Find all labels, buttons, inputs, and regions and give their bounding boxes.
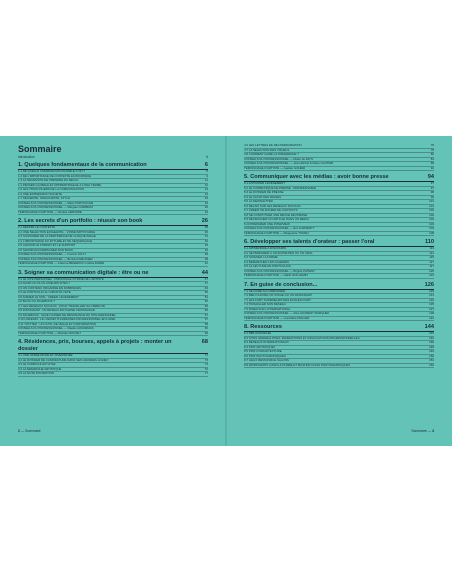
toc-entry-page: 73	[204, 357, 208, 362]
toc-entry-page: 71	[204, 353, 208, 357]
toc-entry-page: 148	[429, 340, 434, 344]
folio-left-number: 2	[18, 429, 20, 433]
toc-entry-title: 8.3 RÉSEAUX INTERNATIONAUX	[244, 341, 289, 344]
toc-entry-title: CONSEILS DU PROFESSIONNEL — Margaux DARBRAS	[18, 206, 94, 209]
toc-entry-page: 117	[429, 264, 434, 268]
toc-entry-title: 8.4 PRIX ARTISTIQUES	[244, 345, 276, 349]
toc-entry-title: 3.11 TWITTER : UN OUTIL DE VEILLE ET D'INFORMATION	[18, 322, 97, 326]
toc-entry-page: 50	[204, 290, 208, 294]
toc-entry-title: TÉMOIGNAGE D'ARTISTE — Mélodie MOUSET	[18, 331, 81, 335]
chapter-heading[interactable]	[244, 324, 434, 332]
toc-entry-title: 2.6 SAVOIR ACCOMPAGNER SON BOOK	[18, 248, 74, 252]
toc-entry-page: 51	[204, 294, 208, 299]
toc-entry-page: 57	[204, 317, 208, 321]
toc-entry-page: 8	[206, 169, 208, 173]
chapter-heading[interactable]	[244, 282, 434, 290]
toc-entry-title: 3.4 LE PORTFOLIO AU CŒUR DU SITE	[18, 291, 71, 294]
book-gutter	[225, 136, 227, 446]
toc-entry-title: 4.7 LA SÉLECTION DES VISUELS	[244, 148, 290, 152]
folio-right	[411, 429, 434, 433]
toc-entry-title: 2.2 UNE SÉLECTION EXIGEANTE... VOIRE IMPITOYABLE	[18, 230, 96, 234]
toc-entry-page: 135	[429, 302, 434, 306]
folio-right-number: 3	[432, 429, 434, 433]
toc-entry-page: 47	[204, 276, 208, 281]
toc-entry-page: 104	[429, 226, 434, 230]
toc-entry-page: 32	[204, 238, 208, 243]
toc-entry-title: 5.6 RELAIS SUR LES RÉSEAUX SOCIAUX	[244, 204, 301, 208]
right-top-items	[244, 144, 434, 171]
toc-entry-title: 5.9 DÉCROCHER UN ARTICLE DANS UN MÉDIA	[244, 218, 309, 221]
toc-entry-page: 84	[430, 156, 434, 161]
toc-entry-page: 114	[429, 250, 434, 255]
toc-entry-page: 31	[204, 234, 208, 238]
toc-entry-title: 3.1 LE SITE PERSONNEL : PRINCIPALE VITRINE DE L'ARTISTE	[18, 277, 104, 281]
chapter-title: 1. Quelques fondamentaux de la communication	[18, 162, 147, 168]
toc-entry-title: 8.8 WORKSHOPS LONGS & DURÉE ET MASTER CLASS PHOTOGRAPHIQUES	[244, 363, 351, 367]
toc-entry-title: 4.1 UNE OFFRE RICHE ET DIVERSIFIÉE	[18, 354, 73, 357]
toc-entry[interactable]	[244, 364, 434, 369]
chapter-page: 44	[201, 269, 208, 276]
toc-entry-title: 3.6 BLOG OU FACEBOOK ?	[18, 300, 56, 303]
toc-entry-title: 8.2 SITES GÉNÉRALISTES, FÉDÉRATIONS ET ASSOCIATIONS PROFESSIONNELLES	[244, 336, 360, 340]
toc-entry-page: 58	[204, 321, 208, 326]
toc-entry-page: 34	[204, 247, 208, 252]
toc-entry-title: 1.1 DE QUELLE COMMUNICATION PARLE-T-ON ?	[18, 170, 86, 173]
toc-entry-title: CONSEILS DU PROFESSIONNEL — Maelle GOUDEMAS	[18, 327, 94, 330]
chapter-title: 3. Soigner sa communication digitale : être ou ne	[18, 269, 149, 276]
toc-entry-title: 2.5 CHOISIR LE FORMAT ET LE SUPPORT	[18, 244, 76, 247]
chapter-page: 6	[204, 162, 208, 168]
toc-entry-title: CONSEILS DU PROFESSIONNEL — Didier de FAYS	[244, 157, 313, 161]
toc-entry-page: 108	[429, 230, 434, 235]
toc-entry[interactable]	[244, 317, 434, 322]
toc-entry-title: TÉMOIGNAGE D'ARTISTE — Julienne BENEDICO et Elsa FARRE	[18, 262, 105, 265]
toc-entry-title: CONSEILS DU PROFESSIONNEL — Bertrand MEUNIER	[18, 257, 93, 261]
toc-entry-title: 5.1 ANTICIPER L'ÉVÉNEMENT	[244, 182, 286, 185]
chapter-heading[interactable]	[18, 339, 208, 354]
right-chapters	[244, 174, 434, 368]
toc-entry-title: 5.10 PRÉPARER UNE INTERVIEW	[244, 222, 290, 226]
toc-entry-title: 3.10 LINKEDIN : LE CARNET D'ADRESSES PROFESSIONNEL EN LIGNE	[18, 318, 116, 321]
toc-entry-title: TÉMOIGNAGE D'ARTISTE — Habib GUILLEMIN	[244, 274, 308, 277]
chapter-heading[interactable]	[244, 239, 434, 247]
toc-title: Sommaire	[18, 144, 62, 154]
toc-entry-title: TÉMOIGNAGE D'ARTISTE — Léa-Marie MULLER	[244, 316, 310, 320]
toc-entry-title: 8.7 LIEUX RESSOURCE SALONS	[244, 359, 289, 362]
toc-entry-page: 120	[429, 268, 434, 273]
chapter-page: 94	[427, 174, 434, 180]
toc-entry-page: 78	[430, 143, 434, 147]
toc-entry-page: 20	[204, 205, 208, 209]
toc-entry-page: 129	[429, 288, 434, 293]
intro-page: 6	[206, 155, 208, 159]
chapter-title: 5. Communiquer avec les médias : avoir bonne presse	[244, 174, 389, 180]
toc-entry-page: 115	[429, 255, 434, 259]
chapter-heading[interactable]	[244, 174, 434, 182]
toc-entry-title: 8.5 PRIX D'ARCHITECTURE	[244, 350, 282, 353]
toc-entry-page: 88	[430, 161, 434, 165]
page-top-margin	[0, 0, 452, 136]
toc-entry-title: 2.1 DÉFINIR LE CONTEXTE	[18, 226, 56, 229]
toc-entry[interactable]	[18, 332, 208, 337]
chapter-page: 68	[201, 339, 208, 345]
toc-entry-page: 13	[204, 187, 208, 191]
toc-entry-title: 5.4 LE CHOIX DES IMAGES	[244, 195, 282, 199]
toc-entry-page: 47	[204, 281, 208, 285]
toc-entry-title: 3.2 AVOIR UN OU PLUSIEURS SITES ?	[18, 282, 71, 285]
toc-entry-page: 52	[204, 299, 208, 303]
toc-entry[interactable]	[244, 274, 434, 279]
toc-entry-title: 4.4 LA DÉMARCHE ARTISTIQUE	[18, 367, 62, 371]
toc-entry-title: 2.4 L'IMPORTANCE DU RYTHME ET DE SÉQUENÇAGE	[18, 239, 93, 243]
toc-entry-page: 11	[204, 178, 208, 182]
toc-entry-page: 56	[204, 308, 208, 312]
toc-entry-title: 4.6 LES LETTRES DE RECOMMANDATION	[244, 144, 302, 147]
folio-left	[18, 429, 41, 433]
toc-entry[interactable]	[18, 262, 208, 267]
toc-entry-page: 103	[429, 221, 434, 226]
toc-entry-page: 131	[429, 293, 434, 297]
toc-entry-page: 97	[430, 181, 434, 185]
toc-entry[interactable]	[18, 372, 208, 377]
toc-entry-page: 9	[206, 173, 208, 178]
toc-entry-title: 1.4 PENSER GLOBALE ET APPRENTISSAGE À LONG TERME	[18, 183, 102, 187]
toc-entry-page: 74	[204, 362, 208, 366]
toc-entry-page: 149	[429, 349, 434, 353]
toc-entry-page: 113	[429, 246, 434, 250]
toc-entry-title: CONSEILS DU PROFESSIONNEL — Jean-Michel & Marie GAUTIER	[244, 162, 334, 165]
toc-entry-page: 101	[429, 199, 434, 203]
toc-entry[interactable]	[244, 167, 434, 172]
toc-entry-page: 12	[204, 182, 208, 187]
toc-entry-page: 124	[429, 273, 434, 277]
toc-entry-title: 3.3 UN CONTENU ORGANISÉ EN RUBRIQUES	[18, 286, 81, 290]
toc-entry-page: 28	[204, 225, 208, 229]
chapter-title: 4. Résidences, prix, bourses, appels à projets : monter un dossier	[18, 339, 172, 352]
toc-entry-page: 102	[429, 212, 434, 217]
toc-entry-page: 30	[204, 229, 208, 234]
chapter-heading[interactable]	[18, 162, 208, 170]
toc-entry-page: 101	[429, 203, 434, 208]
toc-entry-title: 5.3 LE DOSSIER DE PRESSE	[244, 191, 284, 194]
toc-entry-page: 137	[429, 306, 434, 311]
toc-entry-title: 4.8 COMMENT FAIRE LA DIFFÉRENCE ?	[244, 153, 299, 156]
toc-entry-page: 56	[204, 303, 208, 308]
toc-entry-title: 5.5 LA NEWSLETTER	[244, 200, 273, 203]
toc-entry-page: 57	[204, 312, 208, 317]
toc-entry-title: 3.7 LES RÉSEAUX SOCIAUX : POUR TRAVAILLER SA VISIBILITÉ	[18, 304, 106, 308]
toc-entry-page: 49	[204, 285, 208, 290]
toc-entry[interactable]	[244, 232, 434, 237]
toc-entry-page: 146	[429, 335, 434, 340]
toc-entry-title: 3.5 ANIMER LE SITE : CRÉER L'ÉVÉNEMENT	[18, 295, 79, 299]
toc-entry-title: 5.7 CRÉER UN FICHIER DE CONTACTS	[244, 209, 298, 212]
toc-entry-page: 16	[204, 200, 208, 205]
toc-entry-title: TÉMOIGNAGE D'ARTISTE — Gaëtan GOHIER	[244, 166, 306, 170]
toc-entry-title: 1.2 DE L'IMPORTANCE DE CONTEXTE ÉCONOMIQUE	[18, 174, 92, 178]
toc-entry-page: 102	[429, 208, 434, 212]
chapter-heading[interactable]	[18, 270, 208, 278]
toc-entry-title: 3.8 INSTAGRAM : UN RÉSEAU EN PLEINE CROISSANCE	[18, 309, 95, 312]
toc-entry-page: 138	[429, 311, 434, 315]
chapter-title: 8. Ressources	[244, 324, 282, 330]
toc-entry-page: 76	[204, 366, 208, 371]
chapter-page: 110	[424, 239, 434, 245]
chapter-page: 126	[424, 281, 434, 288]
toc-entry-title: 1.5 LES TROIS PILIERS DE LA COMMUNICATION	[18, 188, 85, 191]
toc-entry-page: 77	[204, 371, 208, 375]
toc-entry-title: CONSEILS DU PROFESSIONNEL — Marie PARTOUCHE	[18, 201, 94, 205]
toc-entry-page: 66	[204, 330, 208, 335]
toc-entry-page: 152	[429, 362, 434, 367]
toc-entry-title: 6.3 SOIGNER LA FORME	[244, 256, 278, 259]
chapter-heading[interactable]	[18, 218, 208, 226]
toc-entry-page: 92	[430, 165, 434, 170]
toc-entry-title: 5.8 SE CONSTITUER UNE REVUE DE PRESSE	[244, 213, 308, 217]
toc-entry-title: 7.3 LES FORT SUPÉRIEURS DES ÉCOLES D'ART	[244, 298, 311, 302]
toc-entry-title: 1.6 UNE EXPRESSION SOCIÉTÉ	[18, 192, 63, 196]
toc-entry-title: 6.5 LA LECTURE DE PORTFOLIOS	[244, 265, 291, 268]
toc-entry-page: 103	[429, 217, 434, 221]
chapter-title: 6. Développer ses talents d'orateur : passer l'oral	[244, 239, 375, 245]
chapter-page: 26	[201, 218, 208, 224]
chapter-title: 2. Les secrets d'un portfolio : réussir son book	[18, 218, 143, 224]
toc-entry-title: 1.3 LA NÉCESSITÉ DE PRENDRE DU RECUL	[18, 179, 79, 182]
toc-entry-title: 2.3 S'ASSURER DE LA PERTINENCE DE CHAQUE IMAGE	[18, 235, 96, 238]
toc-left-column	[18, 144, 208, 377]
toc-entry-page: 42	[204, 261, 208, 265]
toc-entry-page: 60	[204, 326, 208, 330]
intro-label: Introduction	[18, 155, 35, 159]
toc-entry-title: 8.6 PRIX PHOTOGRAPHIQUES	[244, 354, 286, 358]
toc-entry-title: 7.1 SE FAIRE ACCOMPAGNER	[244, 289, 286, 293]
toc-entry-page: 97	[430, 185, 434, 190]
toc-entry-title: TÉMOIGNAGE D'ARTISTE — Nicolas LEBORRE	[18, 210, 82, 214]
toc-entry-title: 8.1 BIBLIOGRAPHIE	[244, 332, 272, 335]
toc-entry-page: 151	[429, 358, 434, 362]
toc-entry-title: 1.7 SINCÉRITÉ, SINGULARITÉ, STYLE	[18, 197, 70, 200]
toc-entry-page: 14	[204, 191, 208, 196]
chapter-title: 7. En guise de conclusion...	[244, 281, 318, 288]
toc-entry-title: 7.4 TRAVAILLER SON RÉSEAU	[244, 303, 286, 306]
toc-entry-title: 4.2 LE DOSSIER DE CANDIDATURE DANS SES GRANDES LIGNES	[18, 358, 109, 362]
folio-right-label: Sommaire —	[411, 429, 432, 433]
toc-entry-page: 38	[204, 256, 208, 261]
toc-entry-page: 98	[430, 190, 434, 194]
toc-entry-page: 33	[204, 243, 208, 247]
left-chapters	[18, 162, 208, 377]
toc-entry-page: 78	[430, 147, 434, 152]
toc-entry-title: 7.5 RISER SUR L'INTERNATIONAL	[244, 307, 291, 311]
toc-entry-title: CONSEILS DU PROFESSIONNEL — Eric KARSENTY	[244, 227, 315, 230]
toc-entry-title: 6.4 DÉMARCHER LES GALERIES	[244, 260, 289, 264]
toc-right-column	[244, 144, 434, 368]
toc-entry-title: 6.1 APPRENDRE À DISCOURIR	[244, 247, 287, 250]
toc-entry-title: CONSEILS DU PROFESSIONNEL — Alice ASURENT MARQUER	[244, 312, 330, 315]
toc-entry-page: 117	[429, 259, 434, 264]
toc-entry-title: TÉMOIGNAGE D'ARTISTE — Marguerite TOMAN	[244, 231, 309, 235]
intro-row[interactable]	[18, 155, 208, 159]
toc-entry-page: 15	[204, 196, 208, 200]
toc-entry-page: 134	[429, 297, 434, 302]
folio-left-label: — Sommaire	[20, 429, 41, 433]
toc-entry-page: 148	[429, 344, 434, 349]
toc-entry-title: 6.2 SE PRÉPARER À UN ENTRETIEN OU UN ORAL	[244, 251, 313, 255]
toc-entry-page: 35	[204, 252, 208, 256]
toc-entry-title: CONSEILS DU PROFESSIONNEL — Brigitte PATIENT	[244, 269, 315, 273]
toc-entry-page: 99	[430, 194, 434, 199]
toc-entry-page: 142	[429, 315, 434, 320]
toc-entry-title: CONSEILS DU PROFESSIONNEL — Francis JOLLY	[18, 253, 87, 256]
toc-entry-title: 3.9 FACEBOOK : SAVE CASSER DE RÉSONANCE DU SITE PERSONNEL	[18, 313, 117, 317]
toc-entry-page: 80	[430, 152, 434, 156]
toc-entry-title: 5.2 LE COMMUNIQUÉ DE PRESSE : INDISPENSABLE	[244, 186, 317, 190]
chapter-page: 144	[424, 324, 434, 330]
toc-entry-page: 24	[204, 209, 208, 214]
toc-entry-page: 146	[429, 331, 434, 335]
toc-entry-title: 7.2 BIEN CHOISIR UN STAGE OU UN WORKSHOP	[244, 294, 312, 297]
toc-entry-title: 4.3 LE CURRICULUM VITAE	[18, 363, 56, 366]
toc-entry-page: 150	[429, 353, 434, 358]
toc-entry[interactable]	[18, 211, 208, 216]
toc-entry-title: 4.5 LA NOTE D'INTENTION	[18, 372, 55, 375]
toc-spread	[0, 136, 452, 446]
